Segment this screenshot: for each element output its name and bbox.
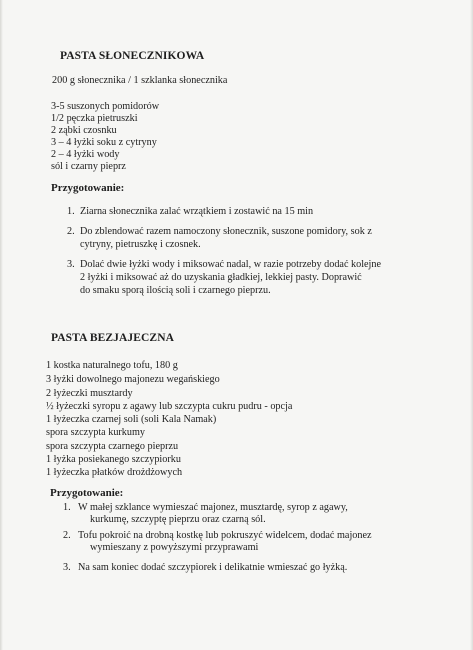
step-line: Ziarna słonecznika zalać wrzątkiem i zostawić na 15 min [80, 206, 314, 217]
ingredient-item: 3 łyżki dowolnego majonezu wegańskiego [46, 374, 220, 385]
step-line: kurkumę, szczyptę pieprzu oraz czarną sól. [90, 514, 266, 525]
recipe2-title: PASTA BEZJAJECZNA [51, 332, 175, 344]
ingredient-item: 2 – 4 łyżki wody [51, 149, 120, 160]
ingredient-item: 3-5 suszonych pomidorów [51, 101, 160, 112]
step-number: 1. [67, 206, 75, 217]
step-number: 2. [63, 530, 71, 541]
step-line: W małej szklance wymieszać majonez, musztardę, syrop z agawy, [78, 502, 348, 513]
recipe1-title: PASTA SŁONECZNIKOWA [60, 50, 205, 62]
step-number: 3. [67, 259, 75, 270]
step-number: 3. [63, 562, 71, 573]
ingredient-item: 1 kostka naturalnego tofu, 180 g [46, 360, 178, 371]
step-line: Do zblendować razem namoczony słonecznik, suszone pomidory, sok z [80, 226, 372, 237]
step-line: cytryny, pietruszkę i czosnek. [80, 239, 201, 250]
step-number: 2. [67, 226, 75, 237]
recipe1-amount: 200 g słonecznika / 1 szklanka słonecznika [52, 75, 228, 86]
ingredient-item: 1 łyżeczka płatków drożdżowych [46, 467, 183, 478]
step-line: 2 łyżki i miksować aż do uzyskania gładkiej, lekkiej pasty. Doprawić [80, 272, 362, 283]
ingredient-item: sól i czarny pieprz [51, 161, 126, 172]
recipe1-prep-heading: Przygotowanie: [51, 182, 125, 194]
ingredient-item: 2 ząbki czosnku [51, 125, 117, 136]
step-line: Na sam koniec dodać szczypiorek i delikatnie wmieszać go łyżką. [78, 562, 348, 573]
ingredient-item: ½ łyżeczki syropu z agawy lub szczypta cukru pudru - opcja [46, 401, 293, 412]
ingredient-item: spora szczypta kurkumy [46, 427, 146, 438]
step-line: do smaku sporą ilością soli i czarnego pieprzu. [80, 285, 271, 296]
ingredient-item: spora szczypta czarnego pieprzu [46, 441, 179, 452]
step-line: wymieszany z powyższymi przyprawami [90, 542, 259, 553]
ingredient-item: 1 łyżeczka czarnej soli (soli Kala Namak) [46, 414, 217, 425]
step-line: Tofu pokroić na drobną kostkę lub pokruszyć widelcem, dodać majonez [78, 530, 372, 541]
ingredient-item: 1/2 pęczka pietruszki [51, 113, 138, 124]
ingredient-item: 2 łyżeczki musztardy [46, 388, 133, 399]
page-edge-left [0, 0, 3, 650]
ingredient-item: 1 łyżka posiekanego szczypiorku [46, 454, 181, 465]
recipe2-prep-heading: Przygotowanie: [50, 487, 124, 499]
step-line: Dolać dwie łyżki wody i miksować nadal, w razie potrzeby dodać kolejne [80, 259, 381, 270]
ingredient-item: 3 – 4 łyżki soku z cytryny [51, 137, 157, 148]
step-number: 1. [63, 502, 71, 513]
